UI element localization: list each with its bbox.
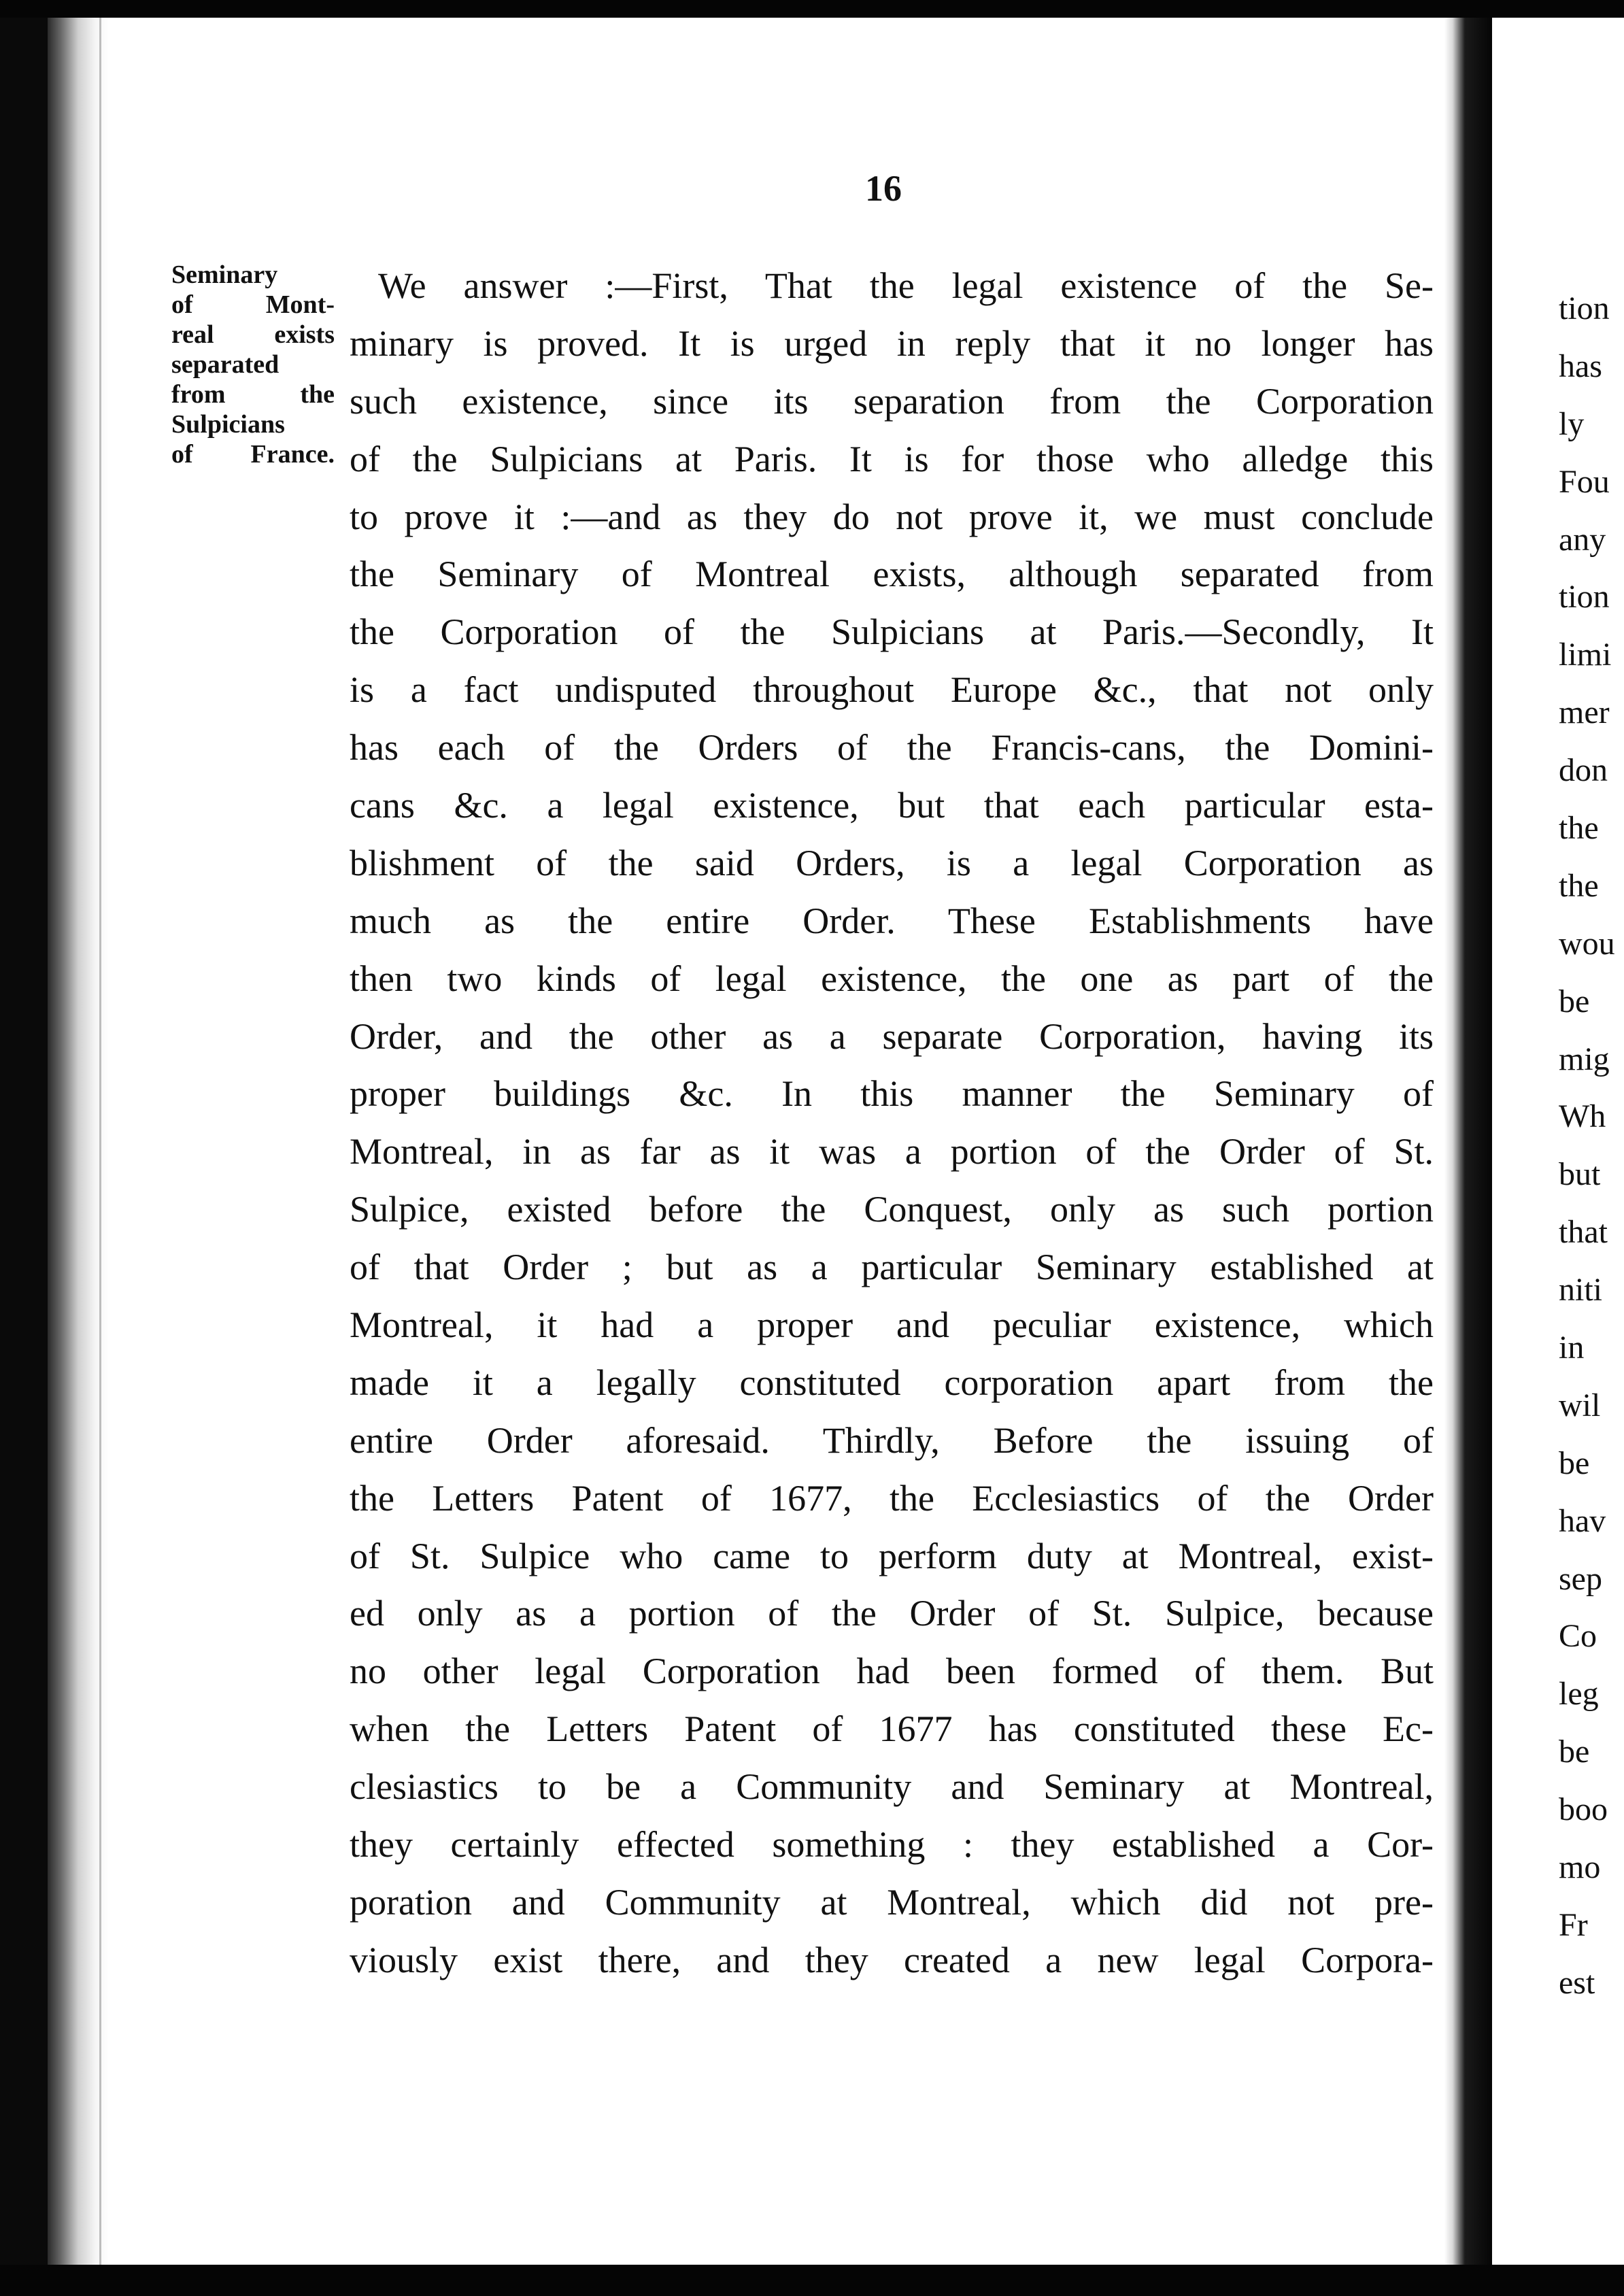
right-page-line: mo xyxy=(1559,1849,1601,1886)
text-line: is a fact undisputed throughout Europe &c., that not only xyxy=(350,669,1434,711)
right-page-line: boo xyxy=(1559,1791,1608,1828)
text-line: made it a legally constituted corporation apart from the xyxy=(350,1362,1434,1403)
right-page-line: has xyxy=(1559,348,1602,384)
right-page-line: Wh xyxy=(1559,1098,1606,1135)
right-page-line: tion xyxy=(1559,290,1610,326)
right-page-line: wil xyxy=(1559,1387,1601,1423)
text-line: Montreal, it had a proper and peculiar existence, which xyxy=(350,1304,1434,1346)
text-line: to prove it :—and as they do not prove it, we must conclude xyxy=(350,496,1434,537)
right-page-line: but xyxy=(1559,1156,1601,1193)
right-page-line: mig xyxy=(1559,1041,1610,1077)
text-line: the Corporation of the Sulpicians at Paris.—Secondly, It xyxy=(350,611,1434,653)
text-line: Montreal, in as far as it was a portion of the Order of St. xyxy=(350,1131,1434,1172)
text-line: viously exist there, and they created a new legal Corpora- xyxy=(350,1939,1434,1980)
text-line: the Seminary of Montreal exists, although separated from xyxy=(350,554,1434,595)
right-page-line: limi xyxy=(1559,637,1612,673)
text-line: We answer :—First, That the legal existence of the Se- xyxy=(378,265,1434,306)
right-page-line: the xyxy=(1559,810,1599,847)
text-line: they certainly effected something : they established a Cor- xyxy=(350,1824,1434,1866)
right-page-line: mer xyxy=(1559,694,1610,731)
binding-line xyxy=(99,18,101,2265)
text-line: when the Letters Patent of 1677 has constituted these Ec- xyxy=(350,1708,1434,1750)
text-line: Sulpice, existed before the Conquest, only as such portion xyxy=(350,1189,1434,1230)
margin-note-line: of France. xyxy=(171,440,335,469)
right-page-line: in xyxy=(1559,1330,1585,1366)
text-line: of the Sulpicians at Paris. It is for those who alledge this xyxy=(350,438,1434,479)
text-line: no other legal Corporation had been formed of them. But xyxy=(350,1651,1434,1692)
text-line: cans &c. a legal existence, but that each particular esta- xyxy=(350,785,1434,826)
right-page-line: ly xyxy=(1559,405,1585,442)
margin-note-line: Seminary xyxy=(171,260,278,289)
text-line: of that Order ; but as a particular Seminary established at xyxy=(350,1247,1434,1288)
margin-note-line: Sulpicians xyxy=(171,410,285,439)
right-page-line: be xyxy=(1559,1734,1590,1770)
right-page-lines xyxy=(1559,280,1615,2012)
text-line: much as the entire Order. These Establishments have xyxy=(350,900,1434,941)
right-page-line: sep xyxy=(1559,1560,1602,1597)
right-page-line: Fr xyxy=(1559,1906,1588,1943)
text-line: then two kinds of legal existence, the one as part of the xyxy=(350,958,1434,999)
right-page-line: leg xyxy=(1559,1676,1599,1712)
text-line: minary is proved. It is urged in reply that it no longer has xyxy=(350,322,1434,364)
text-line: entire Order aforesaid. Thirdly, Before the issuing of xyxy=(350,1419,1434,1461)
right-page-line: that xyxy=(1559,1214,1608,1251)
margin-note-line: from the xyxy=(171,380,335,409)
right-page-line: Co xyxy=(1559,1618,1597,1655)
right-page-line: be xyxy=(1559,1445,1590,1481)
right-page-line: don xyxy=(1559,752,1608,789)
text-line: poration and Community at Montreal, which did not pre- xyxy=(350,1881,1434,1923)
margin-note-line: real exists xyxy=(171,320,335,349)
page-gutter xyxy=(1444,18,1492,2265)
body-text xyxy=(350,257,1434,1989)
right-page-line: the xyxy=(1559,867,1599,904)
scan-bottom-border xyxy=(0,2265,1624,2296)
text-line: ed only as a portion of the Order of St. Sulpice, because xyxy=(350,1593,1434,1634)
right-page-line: Fou xyxy=(1559,463,1610,500)
right-page-line: hav xyxy=(1559,1502,1606,1539)
scan-top-border xyxy=(0,0,1624,18)
text-line: such existence, since its separation from the Corporation xyxy=(350,380,1434,422)
right-page-line: any xyxy=(1559,521,1606,558)
margin-note-line: of Mont- xyxy=(171,290,335,319)
right-page-line: be xyxy=(1559,983,1590,1019)
margin-note-line: separated xyxy=(171,350,280,379)
right-page-line: niti xyxy=(1559,1272,1603,1309)
margin-note xyxy=(171,260,335,469)
right-page-line: tion xyxy=(1559,579,1610,615)
text-line: Order, and the other as a separate Corporation, having its xyxy=(350,1015,1434,1057)
text-line: has each of the Orders of the Francis-cans, the Domini- xyxy=(350,727,1434,769)
text-line: of St. Sulpice who came to perform duty at Montreal, exist- xyxy=(350,1535,1434,1576)
right-page-line: est xyxy=(1559,1964,1595,2001)
right-page-line: wou xyxy=(1559,925,1615,962)
page-number: 16 xyxy=(865,168,902,209)
text-line: proper buildings &c. In this manner the Seminary of xyxy=(350,1073,1434,1115)
text-line: the Letters Patent of 1677, the Ecclesiastics of the Order xyxy=(350,1477,1434,1519)
text-line: clesiastics to be a Community and Seminary at Montreal, xyxy=(350,1766,1434,1808)
text-line: blishment of the said Orders, is a legal Corporation as xyxy=(350,842,1434,883)
right-page-fragment xyxy=(1492,18,1624,2265)
